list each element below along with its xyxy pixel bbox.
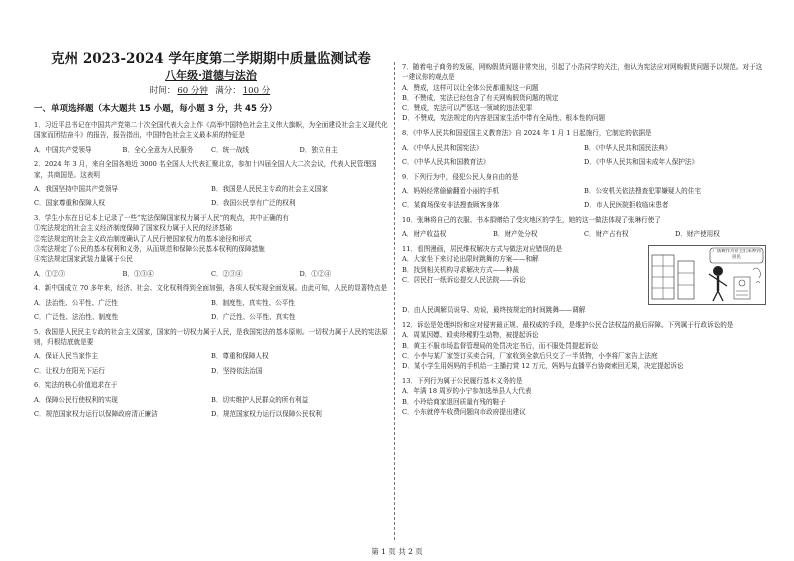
option-c: C．居民打一纸诉讼提交人民法院——诉讼 — [402, 276, 526, 285]
option-b: B．公安机关依法搜查犯罪嫌疑人的住宅 — [584, 186, 701, 195]
option-a: A．保障公民行使权利的实现 — [34, 395, 118, 404]
statement-4: ④宪法规定国家武装力量属于公民 — [34, 255, 133, 264]
option-a: A．我国坚持中国共产党领导 — [34, 184, 118, 193]
option-c: C．小东就停车收费问题向市政府提出建议 — [402, 407, 526, 416]
cartoon-caption: 广场舞作为业主们来吵到居民 — [712, 248, 761, 260]
option-d: D．我国公民享有广泛的权利 — [211, 199, 296, 208]
option-c: C．财产占有权 — [584, 230, 629, 239]
question-10 — [402, 215, 766, 240]
option-c: C．广泛性、法治性、制度性 — [34, 312, 119, 321]
question-stem: 4．新中国成立 70 多年来，经济、社会、文化权利得到全面加强，各项人权实现全面发展。由此可知，人民的显著特点是 — [34, 284, 388, 293]
question-stem: 5．我国是人民民主专政的社会主义国家，国家的一切权力属于人民，是我国宪法的基本原则。一切权力属于人民的宪法原则，归根结底就是要 — [34, 327, 388, 347]
option-b: B．《中华人民共和国民法典》 — [584, 143, 672, 152]
left-column — [34, 50, 388, 545]
score-label: 满分： — [215, 86, 241, 96]
option-c: C．小李与某厂家签订买卖合同，厂家收到全款后只交了一半货物，小李将厂家告上法庭 — [402, 351, 658, 360]
option-a: A．保证人民当家作主 — [34, 352, 99, 361]
question-stem: 7．随着电子商务的发展，网购假货问题非常突出，引起了小浩同学的关注，他认为宪法应对网购假货问题予以规范。对于这一建议你的观点是 — [402, 63, 763, 82]
option-d: D．不赞成，宪法规定的内容是国家生活中带有全局性、根本性的问题 — [402, 114, 606, 123]
option-c: C．某商场保安非法搜查顾客身体 — [402, 201, 500, 210]
option-a: A．年满 18 周岁的小宁参加选举县人大代表 — [402, 387, 532, 396]
right-column — [402, 62, 766, 542]
question-stem: 6．宪法的核心价值追求在于 — [34, 381, 118, 390]
question-11 — [402, 244, 766, 315]
option-b: B．尊重和保障人权 — [211, 352, 269, 361]
statement-2: ②宪法规定的社会主义政治制度确认了人民行使国家权力的基本途径和形式 — [34, 234, 252, 243]
option-d: D．《中华人民共和国未成年人保护法》 — [584, 157, 699, 166]
question-stem: 9．下列行为中，侵犯公民人身自由的是 — [402, 172, 519, 181]
question-12 — [402, 320, 766, 371]
question-stem: 11．看图漫画，居民维权解决方式与做法对应错误的是 — [402, 245, 563, 254]
option-a: A．《中华人民共和国宪法》 — [402, 143, 483, 152]
question-7 — [402, 62, 766, 124]
option-a: A．赞成，这样可以让全体公民都重视这一问题 — [402, 83, 539, 92]
statement-1: ①宪法规定的社会主义经济制度保障了国家权力属于人民的经济基础 — [34, 224, 232, 233]
option-d: D．市人民医院拒收临床患者 — [584, 201, 669, 210]
grade-subject-text: 八年级·道德与法治 — [165, 69, 257, 82]
option-a: A．大家坐下来讨论出限时跳舞的方案——和解 — [402, 255, 539, 264]
option-c: C．国家尊重和保障人权 — [34, 199, 105, 208]
option-c: C．《中华人民共和国教育法》 — [402, 157, 490, 166]
option-c: C．赞成，宪法可以严惩这一领域的违法犯罪 — [402, 104, 533, 113]
option-d: D．财产使用权 — [675, 230, 720, 239]
exam-meta — [34, 84, 388, 98]
question-stem: 8．《中华人民共和国爱国主义教育法》自 2024 年 1 月 1 日起施行，它制定的依据是 — [402, 129, 652, 138]
option-d: D．广泛性、公平性、真实性 — [211, 312, 296, 321]
option-b: B．小玲给商家退回质量有残的鞋子 — [402, 397, 506, 406]
exam-title: 克州 2023-2024 学年度第二学期期中质量监测试卷 — [51, 51, 371, 67]
statement-3: ③宪法规定了公民的基本权利和义务，从而规范和保障公民基本权利的保障措施 — [34, 244, 265, 253]
option-a: A．周某因嫖、殴卖珍稀野生动物，被提起诉讼 — [402, 331, 539, 340]
option-a: A．妈妈经常偷偷翻看小丽的手机 — [402, 186, 500, 195]
option-d: D．规范国家权力运行以保障公民权利 — [211, 410, 322, 419]
score-value: 100 分 — [242, 86, 271, 96]
question-stem: 2．2024 年 3 月，来自全国各地近 3000 名全国人大代表汇聚北京，参加十四届全国人大二次会议，代表人民管理国家，共商国是。这表明 — [34, 160, 377, 179]
option-b: B．黄主不服市场监督管理局的处罚决定书后，而不服处罚提起诉讼 — [402, 341, 599, 350]
option-d: D．某小学生用妈妈的手机给一主播打赏 12 万元，妈妈与直播平台协商索回无果，决定提起诉讼 — [402, 362, 684, 371]
question-1 — [34, 120, 388, 155]
option-b: B．全心全意为人民服务 — [122, 145, 194, 154]
option-a: A．中国共产党领导 — [34, 145, 92, 154]
option-d: D．由人民调解员说导、劝说，最终按规定的时间跳舞——调解 — [402, 306, 586, 315]
question-2 — [34, 159, 388, 208]
time-value: 60 分钟 — [177, 86, 208, 96]
question-stem: 10．张琳将自己的衣服、书本捐赠给了受灾地区的学生，她的这一做法体现了张琳行使了 — [402, 216, 661, 225]
question-6 — [34, 380, 388, 419]
option-d: D．①②④ — [299, 269, 332, 278]
option-c: C．让权力在阳光下运行 — [34, 366, 105, 375]
question-stem: 13．下列行为属于公民履行基本义务的是 — [402, 376, 523, 385]
section-heading: 一、单项选择题（本大题共 15 小题，每小题 3 分，共 45 分） — [34, 104, 277, 114]
option-a: A．①②③ — [34, 269, 66, 278]
question-5 — [34, 327, 388, 376]
time-label: 时间： — [149, 86, 176, 96]
question-stem: 1．习近平总书记在中国共产党第二十次全国代表大会上作《高举中国特色社会主义伟大旗帜，为全面建设社会主义现代化国家而团结奋斗》的报告，报告指出，中国特色社会主义最本质的特征是 — [34, 121, 388, 140]
grade-subject — [34, 68, 388, 84]
option-b: B．找到相关机构寻求解决方式——种裁 — [402, 265, 519, 274]
option-c: C．统一战线 — [211, 145, 250, 154]
question-8 — [402, 128, 766, 167]
question-9 — [402, 172, 766, 211]
option-b: B．不赞成，宪法已经包含了有关网购假货问题的规定 — [402, 93, 559, 102]
option-b: B．财产处分权 — [493, 230, 538, 239]
question-3 — [34, 213, 388, 279]
option-b: B．我国是人民民主专政的社会主义国家 — [211, 184, 328, 193]
question-stem: 3．学生小东在日记本上记录了一些“宪法保障国家权力属于人民”的观点，其中正确的有 — [34, 214, 289, 223]
option-a: A．法治性、公平性、广泛性 — [34, 298, 118, 307]
question-4 — [34, 283, 388, 322]
column-divider — [394, 62, 395, 540]
option-b: B．制度性、真实性、公平性 — [211, 298, 295, 307]
question-13 — [402, 376, 766, 417]
option-c: C．规范国家权力运行以保障政府清正廉洁 — [34, 410, 158, 419]
option-a: A．财产收益权 — [402, 230, 447, 239]
page-footer: 第 1 页 共 2 页 — [371, 547, 423, 556]
question-stem: 12．诉讼是处理纠纷和应对侵害最正规、最权威的手段，是维护公民合法权益的最后屏障。下列属于行政诉讼的是 — [402, 320, 734, 329]
option-b: B．①③④ — [122, 269, 154, 278]
option-d: D．坚持依法治国 — [211, 366, 263, 375]
cartoon-illustration — [648, 245, 766, 305]
option-b: B．切实维护人民群众的所有利益 — [211, 395, 309, 404]
option-c: C．②③④ — [211, 269, 243, 278]
option-d: D．独立自主 — [299, 145, 338, 154]
